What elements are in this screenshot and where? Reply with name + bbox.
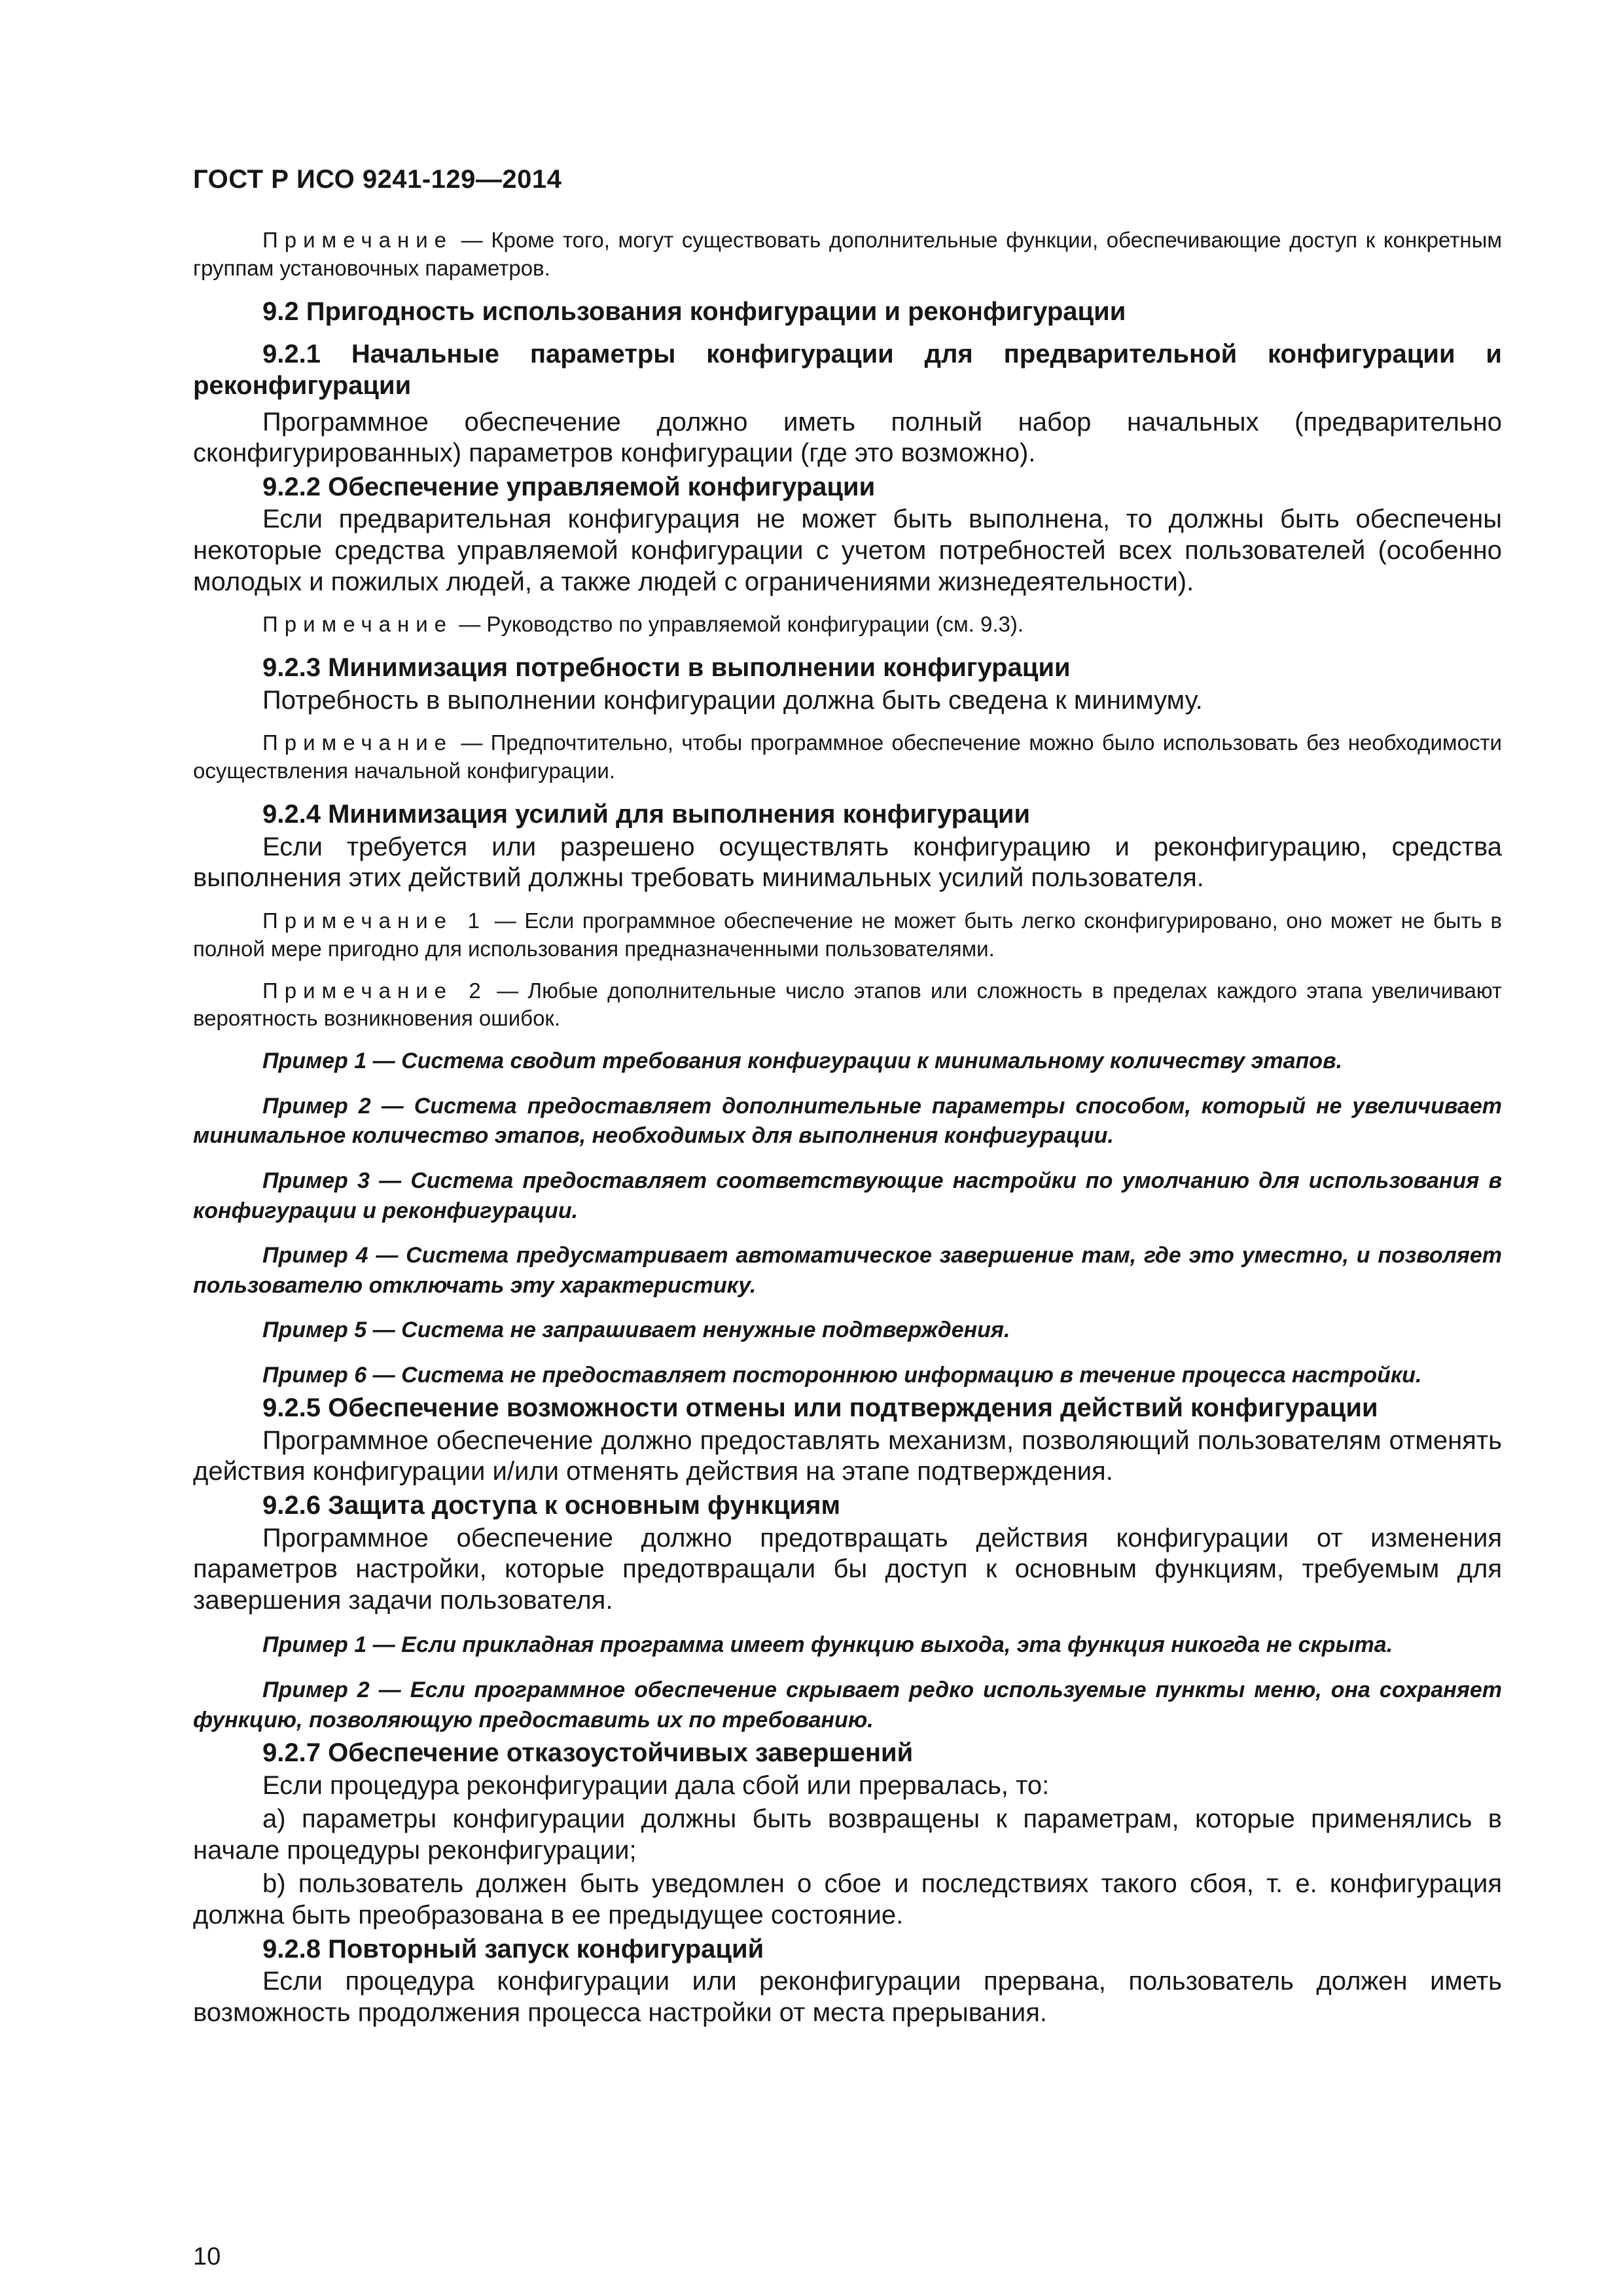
section-heading: 9.2 Пригодность использования конфигурации и реконфигурации (262, 296, 1126, 326)
subsection-heading: 9.2.2 Обеспечение управляемой конфигурации (262, 472, 876, 501)
note-text: — Предпочтительно, чтобы программное обеспечение можно было использовать без необходимости осуществления начальной конфигурации. (193, 730, 1502, 783)
example: Пример 3 — Система предоставляет соответствующие настройки по умолчанию для использования в конфигурации и реконфигурации. (193, 1168, 1502, 1223)
example: Пример 4 — Система предусматривает автоматическое завершение там, где это уместно, и позволяет пользователю отключать эту характеристику. (193, 1243, 1502, 1298)
note-text: — Кроме того, могут существовать дополнительные функции, обеспечивающие доступ к конкретным группам установочных параметров. (193, 228, 1503, 280)
paragraph: Потребность в выполнении конфигурации должна быть сведена к минимуму. (262, 685, 1203, 715)
example: Пример 5 — Система не запрашивает ненужные подтверждения. (262, 1318, 1010, 1343)
example: Пример 2 — Система предоставляет дополнительные параметры способом, который не увеличивает минимальное количество этапов, необходимых для выполнения конфигурации. (193, 1093, 1502, 1149)
example: Пример 1 — Если прикладная программа имеет функцию выхода, эта функция никогда не скрыта. (262, 1632, 1393, 1658)
paragraph: Если требуется или разрешено осуществлять конфигурацию и реконфигурацию, средства выполнения этих действий должны требовать минимальных усилий пользователя. (193, 832, 1502, 893)
paragraph: Программное обеспечение должно предотвращать действия конфигурации от изменения параметров настройки, которые предотвращали бы доступ к основным функциям, требуемым для завершения задачи пользователя. (193, 1523, 1502, 1615)
example: Пример 1 — Система сводит требования конфигурации к минимальному количеству этапов. (262, 1049, 1343, 1074)
note (193, 977, 1502, 1033)
note (193, 611, 1502, 639)
document-code-header: ГОСТ Р ИСО 9241-129—2014 (193, 165, 562, 194)
note-label: Примечание (262, 730, 454, 755)
note-label: Примечание 1 (262, 908, 487, 933)
document-page (193, 157, 1502, 2271)
paragraph: Программное обеспечение должно иметь полный набор начальных (предварительно сконфигурированных) параметров конфигурации (где это возможно). (193, 407, 1502, 468)
note-label: Примечание 2 (262, 978, 488, 1003)
subsection-heading: 9.2.3 Минимизация потребности в выполнении конфигурации (262, 653, 1071, 683)
note (193, 226, 1502, 283)
subsection-heading: 9.2.4 Минимизация усилий для выполнения конфигурации (262, 799, 1031, 829)
subsection-heading: 9.2.1 Начальные параметры конфигурации для предварительной конфигурации и реконфигурации (193, 340, 1502, 400)
paragraph: Программное обеспечение должно предоставлять механизм, позволяющий пользователям отменять действия конфигурации и/или отменять действия на этапе подтверждения. (193, 1426, 1502, 1486)
note-text: — Руководство по управляемой конфигурации (см. 9.3). (459, 612, 1024, 637)
note (193, 907, 1502, 963)
page-number: 10 (193, 2243, 221, 2270)
paragraph: Если процедура реконфигурации дала сбой или прервалась, то: (262, 1770, 1050, 1800)
note-label: Примечание (262, 612, 454, 637)
example: Пример 6 — Система не предоставляет постороннюю информацию в течение процесса настройки. (262, 1362, 1422, 1388)
note (193, 729, 1502, 785)
note-text: — Любые дополнительные число этапов или сложность в пределах каждого этапа увеличивают вероятность возникновения ошибок. (193, 978, 1503, 1031)
document-body (193, 226, 1502, 2031)
note-text: — Если программное обеспечение не может быть легко сконфигурировано, оно может не быть в полной мере пригодно для использования предназначенными пользователями. (193, 908, 1503, 961)
paragraph: Если предварительная конфигурация не может быть выполнена, то должны быть обеспечены некоторые средства управляемой конфигурации с учетом потребностей всех пользователей (особенно молодых и пожилых людей, а также людей с ограничениями жизнедеятельности). (193, 505, 1502, 596)
subsection-heading: 9.2.7 Обеспечение отказоустойчивых завершений (262, 1738, 914, 1768)
subsection-heading: 9.2.5 Обеспечение возможности отмены или подтверждения действий конфигурации (262, 1393, 1378, 1423)
paragraph: Если процедура конфигурации или реконфигурации прервана, пользователь должен иметь возможность продолжения процесса настройки от места прерывания. (193, 1967, 1502, 2027)
subsection-heading: 9.2.6 Защита доступа к основным функциям (262, 1491, 841, 1520)
list-item: a) параметры конфигурации должны быть возвращены к параметрам, которые применялись в начале процедуры реконфигурации; (193, 1804, 1502, 1865)
subsection-heading: 9.2.8 Повторный запуск конфигураций (262, 1934, 764, 1964)
list-item: b) пользователь должен быть уведомлен о сбое и последствиях такого сбоя, т. е. конфигурация должна быть преобразована в ее предыдущее состояние. (193, 1869, 1502, 1930)
example: Пример 2 — Если программное обеспечение скрывает редко используемые пункты меню, она сохраняет функцию, позволяющую предоставить их по требованию. (193, 1677, 1502, 1732)
note-label: Примечание (262, 228, 454, 252)
